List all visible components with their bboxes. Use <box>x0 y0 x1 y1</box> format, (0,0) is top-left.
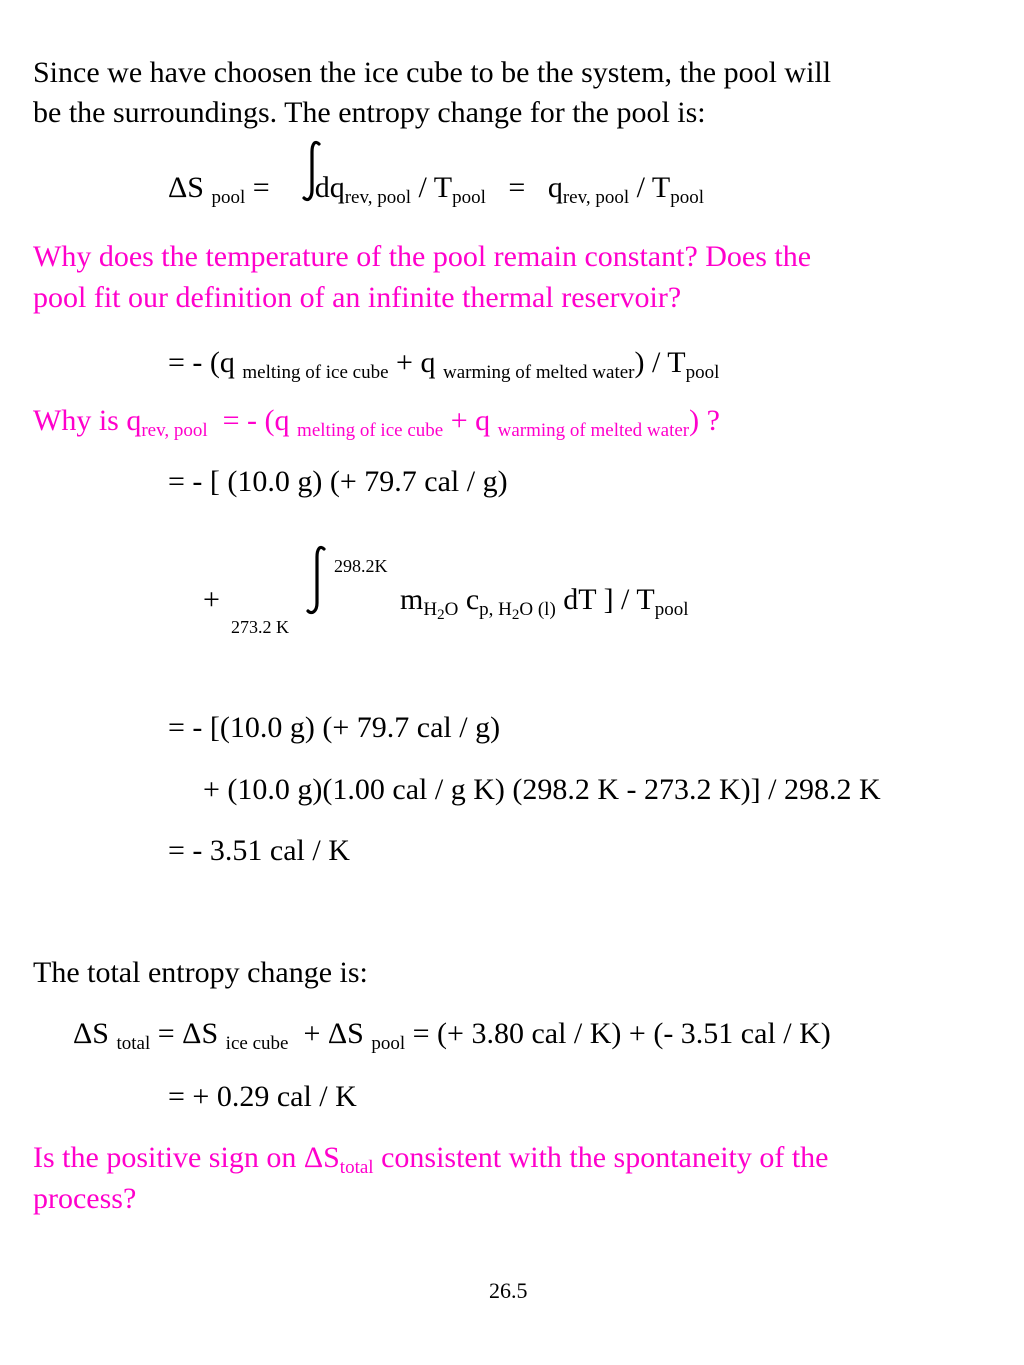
close-paren-question: ) ? <box>689 404 720 437</box>
positive-sign-text: Is the positive sign on ΔS <box>33 1141 340 1174</box>
sub-total: total <box>339 1157 374 1178</box>
sub-rev-pool: rev, pool <box>562 187 630 208</box>
slash-t: / T <box>636 171 671 204</box>
integral-sign-icon <box>300 140 324 202</box>
sub-total: total <box>116 1033 151 1054</box>
intro-line-2: be the surroundings. The entropy change for the pool is: <box>33 96 706 129</box>
dq: dq <box>314 171 345 204</box>
question-pool-temperature-line-2: pool fit our definition of an infinite thermal reservoir? <box>33 281 682 314</box>
integral-upper-limit: 298.2K <box>334 556 388 576</box>
sub-ice-cube: ice cube <box>225 1033 289 1054</box>
equals-minus-q: = - (q <box>222 404 290 437</box>
mass-m: m <box>400 583 424 616</box>
sub-cp-o: O (l) <box>519 599 556 620</box>
intro-line-1: Since we have choosen the ice cube to be the system, the pool will <box>33 56 832 89</box>
equation-line-7: = - 3.51 cal / K <box>168 834 350 867</box>
sub-pool: pool <box>685 362 720 383</box>
integral-plus: + <box>203 583 220 616</box>
equation-entropy-pool <box>168 170 704 206</box>
delta-s: ΔS <box>168 171 204 204</box>
consistent-text: consistent with the spontaneity of the <box>373 1141 829 1174</box>
equals: = <box>508 171 526 204</box>
sub-rev-pool: rev, pool <box>344 187 411 208</box>
total-heading: The total entropy change is: <box>33 956 368 989</box>
sub-cp: p, H <box>479 599 512 620</box>
sub-h: H <box>423 599 438 620</box>
equation-line-6: + (10.0 g)(1.00 cal / g K) (298.2 K - 273.2 K)] / 298.2 K <box>203 773 881 806</box>
delta-s-total: ΔS <box>73 1017 109 1050</box>
plus-q: + q <box>450 404 491 437</box>
equals-minus-q: = - (q <box>168 346 235 379</box>
sub-melting: melting of ice cube <box>242 362 389 383</box>
question-q-rev-pool <box>33 403 720 439</box>
equation-line-9: = + 0.29 cal / K <box>168 1080 357 1113</box>
sub-warming: warming of melted water <box>442 362 635 383</box>
equation-line-5: = - [(10.0 g) (+ 79.7 cal / g) <box>168 711 501 744</box>
sub-warming: warming of melted water <box>497 420 690 441</box>
heat-capacity-c: c <box>465 583 480 616</box>
integral-lower-limit: 273.2 K <box>231 617 289 637</box>
sub-o: O <box>444 599 459 620</box>
integrand <box>400 582 689 623</box>
equation-total-entropy <box>73 1016 831 1052</box>
sub-rev-pool: rev, pool <box>141 420 208 441</box>
sub-pool: pool <box>654 599 689 620</box>
over-t: ) / T <box>634 346 686 379</box>
plus-delta-s: + ΔS <box>303 1017 364 1050</box>
sub-cp-2: 2 <box>511 607 520 623</box>
equals-delta-s: = ΔS <box>157 1017 219 1050</box>
dt-over-t: dT ] / T <box>563 583 655 616</box>
equation-q-sum <box>168 345 719 381</box>
sub-2: 2 <box>437 607 445 623</box>
sub-pool: pool <box>452 187 486 208</box>
equals: = <box>252 171 270 204</box>
why-is-q: Why is q <box>33 404 142 437</box>
sub-melting: melting of ice cube <box>297 420 444 441</box>
equation-line-3: = - [ (10.0 g) (+ 79.7 cal / g) <box>168 465 508 498</box>
sub-pool: pool <box>670 187 705 208</box>
question-positive-sign-line-1 <box>33 1140 829 1176</box>
values-sum: = (+ 3.80 cal / K) + (- 3.51 cal / K) <box>412 1017 831 1050</box>
sub-pool: pool <box>211 187 246 208</box>
question-positive-sign-line-2: process? <box>33 1182 137 1215</box>
question-pool-temperature-line-1: Why does the temperature of the pool remain constant? Does the <box>33 240 812 273</box>
page-number: 26.5 <box>489 1278 528 1303</box>
plus-q: + q <box>396 346 436 379</box>
sub-pool: pool <box>371 1033 406 1054</box>
slash-t: / T <box>418 171 453 204</box>
q: q <box>547 171 563 204</box>
integral-sign-icon <box>303 545 329 615</box>
